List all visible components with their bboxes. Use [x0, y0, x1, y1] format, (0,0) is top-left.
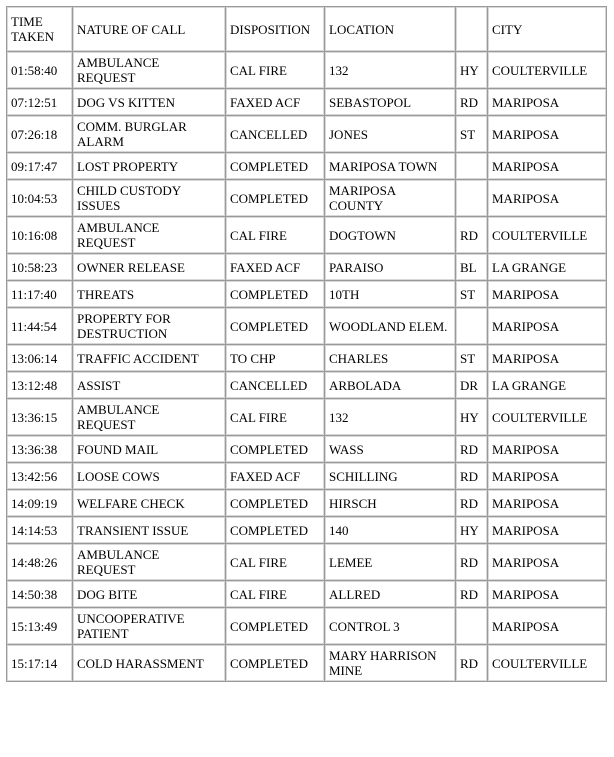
col-header-location: LOCATION [325, 7, 456, 52]
time-cell: 13:36:38 [7, 436, 73, 463]
location-cell: DOGTOWN [325, 217, 456, 254]
table-row [7, 153, 607, 180]
col-header-time: TIME TAKEN [7, 7, 73, 52]
disposition-cell: FAXED ACF [226, 463, 325, 490]
location-cell: SEBASTOPOL [325, 89, 456, 116]
disposition-cell: TO CHP [226, 345, 325, 372]
nature-cell: FOUND MAIL [73, 436, 226, 463]
disposition-cell: COMPLETED [226, 490, 325, 517]
disposition-cell: COMPLETED [226, 608, 325, 645]
table-row [7, 89, 607, 116]
city-cell: MARIPOSA [488, 116, 607, 153]
nature-cell: THREATS [73, 281, 226, 308]
location-cell: ARBOLADA [325, 372, 456, 399]
table-row [7, 608, 607, 645]
nature-cell: LOST PROPERTY [73, 153, 226, 180]
table-row [7, 308, 607, 345]
table-row [7, 116, 607, 153]
table-row [7, 345, 607, 372]
suffix-cell: HY [456, 517, 488, 544]
suffix-cell [456, 608, 488, 645]
city-cell: LA GRANGE [488, 254, 607, 281]
city-cell: MARIPOSA [488, 544, 607, 581]
suffix-cell: RD [456, 645, 488, 682]
table-row [7, 581, 607, 608]
time-cell: 07:12:51 [7, 89, 73, 116]
city-cell: MARIPOSA [488, 308, 607, 345]
city-cell: MARIPOSA [488, 581, 607, 608]
time-cell: 14:09:19 [7, 490, 73, 517]
suffix-cell: ST [456, 345, 488, 372]
suffix-cell: RD [456, 217, 488, 254]
location-cell: MARY HARRISON MINE [325, 645, 456, 682]
disposition-cell: COMPLETED [226, 436, 325, 463]
suffix-cell: DR [456, 372, 488, 399]
table-row [7, 217, 607, 254]
disposition-cell: COMPLETED [226, 308, 325, 345]
time-cell: 10:04:53 [7, 180, 73, 217]
location-cell: MARIPOSA TOWN [325, 153, 456, 180]
city-cell: COULTERVILLE [488, 217, 607, 254]
time-cell: 01:58:40 [7, 52, 73, 89]
disposition-cell: COMPLETED [226, 645, 325, 682]
city-cell: LA GRANGE [488, 372, 607, 399]
location-cell: 132 [325, 52, 456, 89]
suffix-cell: ST [456, 281, 488, 308]
nature-cell: WELFARE CHECK [73, 490, 226, 517]
city-cell: MARIPOSA [488, 463, 607, 490]
table-row [7, 463, 607, 490]
table-row [7, 281, 607, 308]
disposition-cell: FAXED ACF [226, 89, 325, 116]
disposition-cell: COMPLETED [226, 153, 325, 180]
city-cell: COULTERVILLE [488, 399, 607, 436]
disposition-cell: FAXED ACF [226, 254, 325, 281]
table-row [7, 544, 607, 581]
disposition-cell: COMPLETED [226, 281, 325, 308]
disposition-cell: CAL FIRE [226, 544, 325, 581]
suffix-cell: RD [456, 463, 488, 490]
nature-cell: COLD HARASSMENT [73, 645, 226, 682]
city-cell: MARIPOSA [488, 89, 607, 116]
table-row [7, 517, 607, 544]
time-cell: 15:13:49 [7, 608, 73, 645]
col-header-disposition: DISPOSITION [226, 7, 325, 52]
nature-cell: AMBULANCE REQUEST [73, 52, 226, 89]
location-cell: 140 [325, 517, 456, 544]
nature-cell: LOOSE COWS [73, 463, 226, 490]
location-cell: HIRSCH [325, 490, 456, 517]
table-row [7, 436, 607, 463]
nature-cell: DOG VS KITTEN [73, 89, 226, 116]
location-cell: PARAISO [325, 254, 456, 281]
time-cell: 13:06:14 [7, 345, 73, 372]
suffix-cell: ST [456, 116, 488, 153]
suffix-cell: RD [456, 581, 488, 608]
time-cell: 09:17:47 [7, 153, 73, 180]
disposition-cell: COMPLETED [226, 180, 325, 217]
table-row [7, 645, 607, 682]
table-row [7, 180, 607, 217]
city-cell: MARIPOSA [488, 153, 607, 180]
nature-cell: CHILD CUSTODY ISSUES [73, 180, 226, 217]
disposition-cell: CANCELLED [226, 372, 325, 399]
disposition-cell: CAL FIRE [226, 581, 325, 608]
time-cell: 14:48:26 [7, 544, 73, 581]
time-cell: 10:16:08 [7, 217, 73, 254]
nature-cell: TRANSIENT ISSUE [73, 517, 226, 544]
time-cell: 14:50:38 [7, 581, 73, 608]
nature-cell: UNCOOPERATIVE PATIENT [73, 608, 226, 645]
location-cell: LEMEE [325, 544, 456, 581]
suffix-cell: RD [456, 490, 488, 517]
disposition-cell: COMPLETED [226, 517, 325, 544]
city-cell: MARIPOSA [488, 517, 607, 544]
nature-cell: AMBULANCE REQUEST [73, 217, 226, 254]
disposition-cell: CAL FIRE [226, 399, 325, 436]
suffix-cell: BL [456, 254, 488, 281]
suffix-cell: RD [456, 544, 488, 581]
location-cell: MARIPOSA COUNTY [325, 180, 456, 217]
table-row [7, 490, 607, 517]
time-cell: 10:58:23 [7, 254, 73, 281]
suffix-cell: HY [456, 399, 488, 436]
location-cell: WOODLAND ELEM. [325, 308, 456, 345]
location-cell: CHARLES [325, 345, 456, 372]
city-cell: MARIPOSA [488, 345, 607, 372]
nature-cell: OWNER RELEASE [73, 254, 226, 281]
table-row [7, 372, 607, 399]
city-cell: MARIPOSA [488, 608, 607, 645]
location-cell: CONTROL 3 [325, 608, 456, 645]
time-cell: 13:12:48 [7, 372, 73, 399]
nature-cell: DOG BITE [73, 581, 226, 608]
col-header-nature: NATURE OF CALL [73, 7, 226, 52]
location-cell: 132 [325, 399, 456, 436]
suffix-cell: HY [456, 52, 488, 89]
nature-cell: AMBULANCE REQUEST [73, 399, 226, 436]
suffix-cell: RD [456, 89, 488, 116]
city-cell: COULTERVILLE [488, 52, 607, 89]
location-cell: JONES [325, 116, 456, 153]
suffix-cell [456, 180, 488, 217]
city-cell: MARIPOSA [488, 490, 607, 517]
disposition-cell: CAL FIRE [226, 217, 325, 254]
suffix-cell: RD [456, 436, 488, 463]
time-cell: 13:36:15 [7, 399, 73, 436]
city-cell: COULTERVILLE [488, 645, 607, 682]
nature-cell: PROPERTY FOR DESTRUCTION [73, 308, 226, 345]
time-cell: 13:42:56 [7, 463, 73, 490]
time-cell: 15:17:14 [7, 645, 73, 682]
city-cell: MARIPOSA [488, 180, 607, 217]
table-row [7, 52, 607, 89]
city-cell: MARIPOSA [488, 436, 607, 463]
suffix-cell [456, 153, 488, 180]
table-row [7, 254, 607, 281]
location-cell: 10TH [325, 281, 456, 308]
disposition-cell: CAL FIRE [226, 52, 325, 89]
suffix-cell [456, 308, 488, 345]
col-header-suffix [456, 7, 488, 52]
location-cell: WASS [325, 436, 456, 463]
location-cell: SCHILLING [325, 463, 456, 490]
location-cell: ALLRED [325, 581, 456, 608]
header-row [7, 7, 607, 52]
nature-cell: AMBULANCE REQUEST [73, 544, 226, 581]
nature-cell: COMM. BURGLAR ALARM [73, 116, 226, 153]
time-cell: 11:17:40 [7, 281, 73, 308]
time-cell: 14:14:53 [7, 517, 73, 544]
call-log-table [6, 6, 607, 682]
nature-cell: TRAFFIC ACCIDENT [73, 345, 226, 372]
nature-cell: ASSIST [73, 372, 226, 399]
table-row [7, 399, 607, 436]
call-log-body [7, 52, 607, 682]
time-cell: 11:44:54 [7, 308, 73, 345]
time-cell: 07:26:18 [7, 116, 73, 153]
disposition-cell: CANCELLED [226, 116, 325, 153]
city-cell: MARIPOSA [488, 281, 607, 308]
col-header-city: CITY [488, 7, 607, 52]
